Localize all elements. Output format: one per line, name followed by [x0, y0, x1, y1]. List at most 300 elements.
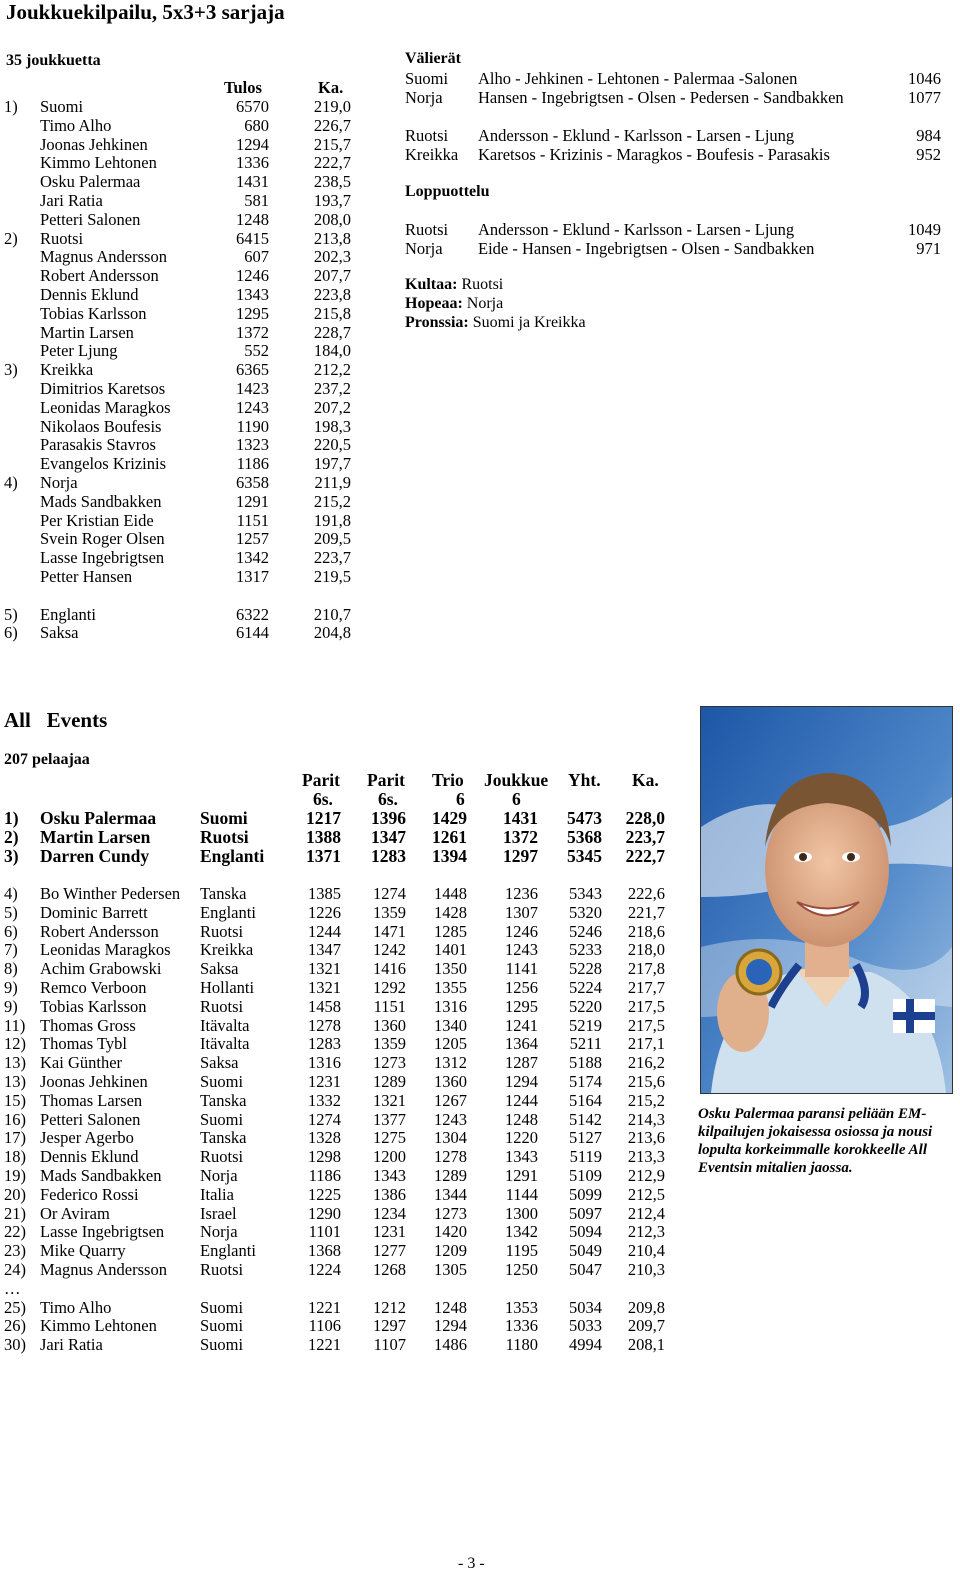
ka: 223,8	[313, 285, 351, 304]
trio: 1248	[434, 1297, 467, 1317]
final-players: Eide - Hansen - Ingebrigtsen - Olsen - Sandbakken	[478, 239, 815, 258]
joukkue: 1195	[505, 1241, 538, 1261]
team-name: Englanti	[40, 604, 96, 624]
trio: 1289	[434, 1166, 467, 1185]
team-table-row	[0, 492, 960, 511]
parit2: 1277	[373, 1241, 406, 1261]
rank: 22)	[4, 1222, 26, 1242]
ka: 213,6	[627, 1128, 665, 1148]
team-name: Petteri Salonen	[40, 209, 141, 229]
trio: 1278	[434, 1147, 467, 1167]
ka: 208,1	[627, 1335, 665, 1355]
team-name: Kimmo Lehtonen	[40, 153, 157, 173]
country: Englanti	[200, 1241, 256, 1261]
country: Italia	[200, 1184, 234, 1204]
ka: 215,2	[313, 491, 351, 511]
team-table-row	[0, 454, 960, 473]
joukkue: 1372	[503, 826, 538, 847]
ka: 204,8	[313, 623, 351, 643]
ka: 212,5	[627, 1184, 665, 1204]
all-events-row	[0, 1298, 960, 1317]
player-name: Bo Winther Pedersen	[40, 884, 181, 903]
country: Ruotsi	[200, 1260, 244, 1279]
tulos: 1243	[236, 397, 269, 417]
ka: 208,0	[313, 209, 351, 229]
ka: 215,2	[627, 1090, 665, 1110]
parit2: 1347	[371, 826, 406, 847]
tulos: 6144	[236, 623, 269, 643]
semi-team: Ruotsi	[405, 126, 449, 145]
semi-team: Kreikka	[405, 145, 459, 164]
player-name: Mads Sandbakken	[40, 1166, 162, 1185]
parit1: 1221	[308, 1335, 341, 1355]
rank: 24)	[4, 1260, 26, 1279]
semi-players: Karetsos - Krizinis - Maragkos - Boufesis - Parasakis	[478, 145, 830, 164]
semis-heading: Välierät	[405, 50, 461, 67]
country: Norja	[200, 1166, 238, 1185]
joukkue: 1248	[505, 1109, 538, 1129]
parit2: 1416	[373, 959, 406, 979]
silver-value: Norja	[466, 295, 504, 312]
tulos: 1151	[236, 510, 269, 530]
joukkue: 1431	[503, 808, 538, 828]
semi-row	[0, 88, 960, 107]
team-name: Jari Ratia	[40, 191, 103, 210]
joukkue: 1295	[505, 996, 538, 1016]
all-events-subheader	[0, 790, 680, 809]
ka: 237,2	[313, 379, 351, 398]
player-name: Achim Grabowski	[40, 959, 162, 979]
all-events-row	[0, 1185, 960, 1204]
ka: 210,7	[313, 604, 351, 624]
team-name: Parasakis Stavros	[40, 435, 156, 455]
parit2: 1386	[373, 1184, 406, 1204]
ka: 212,9	[627, 1166, 665, 1185]
all-events-row	[0, 1316, 960, 1335]
tulos: 680	[244, 115, 269, 135]
player-name: Mike Quarry	[40, 1241, 126, 1261]
team-table-row	[0, 435, 960, 454]
joukkue: 1220	[505, 1128, 538, 1148]
parit2: 1268	[373, 1260, 406, 1279]
trio: 1350	[434, 959, 467, 979]
team-name: Suomi	[40, 97, 84, 116]
tulos: 1294	[236, 134, 269, 154]
ka: 212,2	[313, 360, 351, 380]
semi-score: 1077	[908, 88, 941, 107]
rank: 12)	[4, 1034, 26, 1054]
ka: 238,5	[313, 172, 351, 192]
tulos: 6322	[236, 604, 269, 624]
trio: 1448	[434, 884, 467, 903]
all-events-row	[0, 1204, 960, 1223]
ka: 212,4	[627, 1203, 665, 1223]
player-name: Thomas Tybl	[40, 1034, 127, 1054]
ka: 202,3	[313, 247, 351, 267]
rank: 19)	[4, 1166, 26, 1185]
tulos: 1343	[236, 285, 269, 304]
header-ka: Ka.	[318, 78, 344, 97]
rank: 6)	[4, 921, 18, 941]
team-subtitle: 35 joukkuetta	[6, 52, 101, 69]
player-name: Remco Verboon	[40, 978, 147, 997]
country: Ruotsi	[200, 921, 244, 941]
trio: 1205	[434, 1034, 467, 1054]
parit2: 1275	[373, 1128, 406, 1148]
country: Saksa	[200, 959, 239, 979]
final-players: Andersson - Eklund - Karlsson - Larsen - Ljung	[478, 220, 795, 239]
parit1: 1278	[308, 1015, 341, 1035]
player-name: Dominic Barrett	[40, 902, 148, 922]
country: Ruotsi	[200, 826, 249, 847]
ka: 222,7	[313, 153, 351, 173]
player-photo	[700, 706, 953, 1094]
yht: 5228	[569, 959, 602, 979]
rank: 2)	[4, 228, 18, 248]
country: Kreikka	[200, 940, 254, 960]
trio: 1316	[434, 996, 467, 1016]
joukkue: 1144	[505, 1184, 538, 1204]
semi-score: 984	[916, 126, 941, 145]
rank: 30)	[4, 1335, 26, 1355]
tulos: 1291	[236, 491, 269, 511]
trio: 1429	[432, 808, 467, 828]
team-table-row	[0, 473, 960, 492]
team-table-row	[0, 511, 960, 530]
all-events-ellipsis	[0, 1279, 960, 1298]
final-team: Ruotsi	[405, 220, 449, 239]
parit2: 1200	[373, 1147, 406, 1167]
page-number: - 3 -	[458, 1555, 485, 1572]
rank: 16)	[4, 1109, 26, 1129]
tulos: 1372	[236, 322, 269, 342]
player-name: Robert Andersson	[40, 921, 159, 941]
medal-gold	[405, 276, 503, 294]
rank: 13)	[4, 1072, 26, 1091]
team-name: Lasse Ingebrigtsen	[40, 548, 165, 568]
ka: 198,3	[313, 416, 351, 436]
country: Tanska	[200, 1128, 247, 1148]
trio: 1401	[434, 940, 467, 960]
parit2: 1283	[371, 845, 406, 866]
yht: 5345	[567, 845, 602, 866]
joukkue: 1343	[505, 1147, 538, 1167]
trio: 1344	[434, 1184, 467, 1204]
ka: 207,2	[313, 397, 351, 417]
rank: 5)	[4, 604, 18, 624]
yht: 5368	[567, 826, 602, 847]
team-name: Tobias Karlsson	[40, 303, 147, 323]
parit1: 1368	[308, 1241, 341, 1261]
player-name: Jesper Agerbo	[40, 1128, 134, 1148]
country: Suomi	[200, 1072, 244, 1091]
ka: 209,7	[627, 1316, 665, 1336]
tulos: 6365	[236, 360, 269, 380]
player-photo-art	[701, 707, 952, 1093]
ka: 220,5	[313, 435, 351, 455]
all-events-subtitle: 207 pelaajaa	[4, 751, 90, 768]
semi-players: Hansen - Ingebrigtsen - Olsen - Pedersen - Sandbakken	[478, 88, 844, 107]
yht: 5164	[569, 1090, 602, 1110]
rank: 9)	[4, 996, 18, 1016]
yht: 5033	[569, 1316, 602, 1336]
trio: 1486	[434, 1335, 467, 1355]
parit1: 1224	[308, 1260, 341, 1279]
yht: 5473	[567, 808, 602, 828]
ka: 223,7	[625, 826, 665, 847]
parit1: 1274	[308, 1109, 341, 1129]
header-parit1: Parit	[302, 770, 340, 790]
ka: 193,7	[313, 191, 351, 210]
rank: 4)	[4, 473, 18, 492]
country: Suomi	[200, 1109, 244, 1129]
player-name: Thomas Gross	[40, 1015, 136, 1035]
semi-team: Suomi	[405, 69, 449, 88]
yht: 5097	[569, 1203, 602, 1223]
parit2: 1343	[373, 1166, 406, 1185]
tulos: 1190	[236, 416, 269, 436]
yht: 5142	[569, 1109, 602, 1129]
team-name: Martin Larsen	[40, 322, 134, 342]
parit1: 1106	[308, 1316, 341, 1336]
trio: 1394	[432, 845, 467, 866]
parit2: 1360	[373, 1015, 406, 1035]
parit1: 1231	[308, 1072, 341, 1091]
parit1: 1371	[306, 845, 341, 866]
parit2: 1471	[373, 921, 406, 941]
trio: 1355	[434, 978, 467, 997]
medal-bronze	[405, 314, 586, 332]
country: Tanska	[200, 884, 247, 903]
joukkue: 1287	[505, 1053, 538, 1073]
team-table-row	[0, 605, 960, 624]
rank: 26)	[4, 1316, 26, 1336]
joukkue: 1141	[505, 959, 538, 979]
ka: 226,7	[313, 115, 351, 135]
team-name: Magnus Andersson	[40, 247, 167, 267]
ka: 215,6	[627, 1072, 665, 1091]
semi-row	[0, 145, 960, 164]
country: Suomi	[200, 1335, 244, 1355]
photo-caption: Osku Palermaa paransi peliään EM-kilpailujen jokaisessa osiossa ja nousi lopulta korkeimmalle korokkeelle All Eventsin mitalien jaossa.	[698, 1106, 933, 1176]
yht: 5047	[569, 1260, 602, 1279]
tulos: 1431	[236, 172, 269, 192]
country: Englanti	[200, 845, 265, 866]
semi-score: 1046	[908, 69, 941, 88]
ka: 191,8	[313, 510, 351, 530]
parit2: 1297	[373, 1316, 406, 1336]
parit2: 1231	[373, 1222, 406, 1242]
player-name: Magnus Andersson	[40, 1260, 167, 1279]
ka: 215,7	[313, 134, 351, 154]
team-table-row	[0, 548, 960, 567]
silver-label: Hopeaa:	[405, 295, 463, 312]
tulos: 1295	[236, 303, 269, 323]
parit1: 1283	[308, 1034, 341, 1054]
joukkue: 1307	[505, 902, 538, 922]
all-events-row	[0, 1241, 960, 1260]
header-trio: Trio	[432, 770, 464, 790]
parit2: 1273	[373, 1053, 406, 1073]
yht: 5109	[569, 1166, 602, 1185]
yht: 5246	[569, 921, 602, 941]
rank: 11)	[4, 1015, 26, 1035]
ka: 217,5	[627, 1015, 665, 1035]
trio: 1428	[434, 902, 467, 922]
yht: 5219	[569, 1015, 602, 1035]
team-table-row	[0, 341, 960, 360]
joukkue: 1297	[503, 845, 538, 866]
final-heading: Loppuottelu	[405, 183, 490, 200]
yht: 5188	[569, 1053, 602, 1073]
parit1: 1458	[308, 996, 341, 1016]
player-name: Osku Palermaa	[40, 808, 157, 828]
yht: 5174	[569, 1072, 602, 1091]
yht: 5034	[569, 1297, 602, 1317]
semi-players: Alho - Jehkinen - Lehtonen - Palermaa -Salonen	[478, 69, 798, 88]
rank: 15)	[4, 1090, 26, 1110]
ka: 214,3	[627, 1109, 665, 1129]
rank: 25)	[4, 1297, 26, 1317]
country: Israel	[200, 1203, 237, 1223]
ka: 228,0	[625, 808, 665, 828]
header-joukkue: Joukkue	[484, 770, 549, 790]
sub-parit2: 6s.	[378, 789, 398, 809]
player-name: Federico Rossi	[40, 1184, 139, 1204]
parit2: 1396	[371, 808, 406, 828]
team-name: Osku Palermaa	[40, 172, 141, 192]
joukkue: 1236	[505, 884, 538, 903]
tulos: 6570	[236, 97, 269, 116]
country: Norja	[200, 1222, 238, 1242]
ka: 210,3	[627, 1260, 665, 1279]
all-events-row	[0, 1260, 960, 1279]
country: Itävalta	[200, 1034, 250, 1054]
ka: 215,8	[313, 303, 351, 323]
ka: 209,5	[313, 529, 351, 549]
player-name: Petteri Salonen	[40, 1109, 141, 1129]
trio: 1312	[434, 1053, 467, 1073]
parit1: 1316	[308, 1053, 341, 1073]
player-name: Kimmo Lehtonen	[40, 1316, 157, 1336]
team-table-row	[0, 379, 960, 398]
parit1: 1347	[308, 940, 341, 960]
ka: 197,7	[313, 454, 351, 474]
parit1: 1101	[308, 1222, 341, 1242]
tulos: 6358	[236, 473, 269, 492]
joukkue: 1291	[505, 1166, 538, 1185]
ka: 213,8	[313, 228, 351, 248]
parit2: 1274	[373, 884, 406, 903]
medal-silver	[405, 295, 503, 313]
team-name: Dimitrios Karetsos	[40, 379, 166, 398]
team-name: Dennis Eklund	[40, 285, 139, 304]
team-table-row	[0, 567, 960, 586]
ka: 217,1	[627, 1034, 665, 1054]
parit1: 1217	[306, 808, 341, 828]
parit1: 1321	[308, 978, 341, 997]
joukkue: 1246	[505, 921, 538, 941]
parit2: 1242	[373, 940, 406, 960]
parit2: 1107	[373, 1335, 406, 1355]
all-events-row	[0, 1335, 960, 1354]
player-name: Joonas Jehkinen	[40, 1072, 148, 1091]
ka: 218,6	[627, 921, 665, 941]
country: Englanti	[200, 902, 256, 922]
header-tulos: Tulos	[224, 78, 262, 97]
gold-value: Ruotsi	[461, 276, 504, 293]
parit2: 1234	[373, 1203, 406, 1223]
team-name: Peter Ljung	[40, 341, 118, 361]
header-ka: Ka.	[632, 770, 659, 790]
parit2: 1212	[373, 1297, 406, 1317]
sub-trio: 6	[456, 789, 465, 809]
country: Ruotsi	[200, 996, 244, 1016]
country: Saksa	[200, 1053, 239, 1073]
trio: 1305	[434, 1260, 467, 1279]
tulos: 581	[244, 191, 269, 210]
all-events-row	[0, 1222, 960, 1241]
parit1: 1298	[308, 1147, 341, 1167]
player-name: Lasse Ingebrigtsen	[40, 1222, 165, 1242]
trio: 1294	[434, 1316, 467, 1336]
final-row	[0, 220, 960, 239]
team-name: Kreikka	[40, 360, 94, 380]
ka: 218,0	[627, 940, 665, 960]
all-events-heading: All Events	[4, 708, 108, 732]
ka: 217,8	[627, 959, 665, 979]
all-events-header	[0, 771, 680, 790]
sub-joukkue: 6	[512, 789, 521, 809]
rank: 3)	[4, 360, 18, 380]
trio: 1267	[434, 1090, 467, 1110]
player-name: Jari Ratia	[40, 1335, 103, 1355]
country: Tanska	[200, 1090, 247, 1110]
gold-label: Kultaa:	[405, 276, 458, 293]
tulos: 1423	[236, 379, 269, 398]
team-name: Svein Roger Olsen	[40, 529, 165, 549]
player-name: Leonidas Maragkos	[40, 940, 171, 960]
team-name: Robert Andersson	[40, 266, 159, 286]
trio: 1420	[434, 1222, 467, 1242]
team-name: Per Kristian Eide	[40, 510, 154, 530]
team-name: Leonidas Maragkos	[40, 397, 171, 417]
team-name: Evangelos Krizinis	[40, 454, 167, 474]
joukkue: 1300	[505, 1203, 538, 1223]
tulos: 552	[244, 341, 269, 361]
team-name: Mads Sandbakken	[40, 491, 162, 511]
team-name: Saksa	[40, 623, 79, 643]
yht: 5343	[569, 884, 602, 903]
trio: 1261	[432, 826, 467, 847]
tulos: 1186	[236, 454, 269, 474]
parit1: 1385	[308, 884, 341, 903]
rank: 18)	[4, 1147, 26, 1167]
final-score: 971	[916, 239, 941, 258]
country: Itävalta	[200, 1015, 250, 1035]
yht: 5127	[569, 1128, 602, 1148]
player-name: Kai Günther	[40, 1053, 123, 1073]
player-name: Or Aviram	[40, 1203, 110, 1223]
rank: 13)	[4, 1053, 26, 1073]
yht: 5099	[569, 1184, 602, 1204]
tulos: 1336	[236, 153, 269, 173]
parit1: 1332	[308, 1090, 341, 1110]
joukkue: 1353	[505, 1297, 538, 1317]
rank: 5)	[4, 902, 18, 922]
rank: 8)	[4, 959, 18, 979]
team-table-row	[0, 360, 960, 379]
